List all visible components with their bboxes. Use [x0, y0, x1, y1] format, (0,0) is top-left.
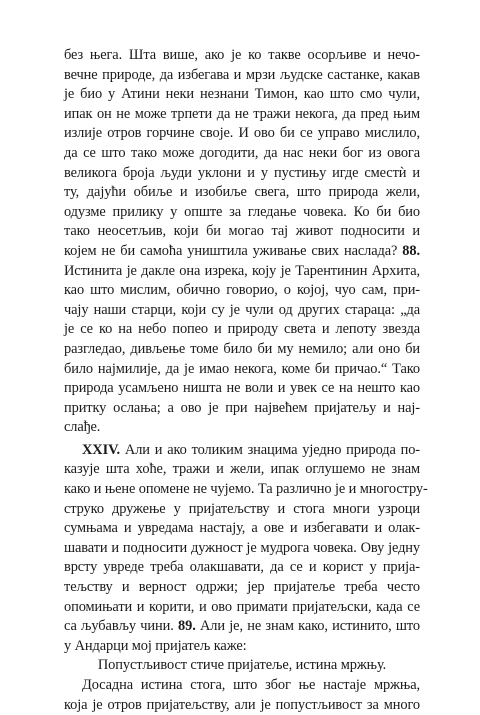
text-line: казује шта хоће, тражи и жели, ипак оглушемо не знам [64, 461, 420, 478]
document-page [64, 46, 428, 715]
text-line: врсту увреде треба олакшавати, да се и корист у прија- [64, 559, 420, 576]
text-segment: Али и ако толиким знацима уједно природа по- [124, 441, 421, 458]
paragraph-number-89: 89. [178, 618, 196, 635]
text-line: је био у Атини неки незнани Тимон, као што смо чули, [64, 86, 420, 103]
text-line: струко дружење у пријатељству и стога многи узроци [64, 500, 420, 517]
text-segment: Али је, не знам како, истинито, што [200, 618, 421, 635]
text-line: разгледао, дивљење томе било би му немило; али оно би [64, 340, 420, 357]
text-line: да се што тако може догодити, да нас неки бог из овога [64, 144, 420, 161]
text-line: опомињати и корити, и ово примати пријатељски, када се [64, 598, 420, 615]
text-line: Истинита је дакле она изрека, коју је Тарентинин Архита, [64, 262, 420, 279]
text-line: природа усамљено ништа не воли и увек се на нешто као [64, 380, 420, 397]
text-line-with-marker [64, 242, 420, 262]
text-line: без њега. Шта више, ако је ко такве осорљиве и нечо- [64, 47, 420, 63]
text-line: слађе. [64, 419, 101, 436]
text-line: притку ослања; а ово је при највећем пријатељу и нај- [64, 399, 420, 416]
text-line: чају наши старци, који су је чули од других стараца: „да [64, 301, 420, 318]
text-line: било најмилије, да је имао некога, коме би причао.“ Тако [64, 360, 420, 377]
text-line: тељству и верност одржи; јер пријатеље треба често [64, 579, 420, 596]
text-line: како и њене опомене не чујемо. Та различно је и многостру- [64, 481, 428, 498]
text-segment: са љубављу чини. [64, 618, 174, 635]
text-line: Досадна истина стога, што због ње настаје мржња, [82, 677, 420, 693]
text-line: тако неосетљив, који би могао тај живот подносити и [64, 223, 420, 240]
text-line: одузме прилику у опште за гледање човека. Ко би био [64, 203, 420, 220]
text-segment: којем не би самоћа уништила уживање свих наслада? [64, 242, 398, 259]
quotation-line: Попустљивост стиче пријатеље, истина мржњу. [97, 657, 387, 674]
section-heading-xxiv: XXIV. [82, 441, 121, 458]
text-line: ипак он не може трпети да не тражи некога, да пред њим [64, 105, 420, 122]
text-line: ту, дајући обиље и изобиље свега, што природа жели, [64, 184, 420, 201]
text-line: вечне природе, да избегава и мрзи људске састанке, какав [64, 66, 420, 83]
text-line: је се ко на небо попео и природу света и лепоту звезда [64, 321, 420, 338]
text-line: као што мислим, обично говорио, о којој, чуо сам, при- [64, 282, 420, 299]
text-line: која је отров пријатељству, али је попустљивост за много [64, 696, 420, 713]
text-line: излије отров горчине своје. И ово би се управо мислило, [64, 125, 420, 142]
text-line: сумњама и увредама настају, а ове и избегавати и олак- [64, 520, 420, 537]
paragraph-number-88: 88. [402, 242, 420, 259]
text-line: великога броја људи уклони и у пустињу игде сместѝ и [64, 164, 420, 181]
text-line-with-marker [64, 617, 420, 637]
section-start-line [64, 441, 420, 461]
text-line: шавати и подносити дужност је мудрога човека. Ову једну [64, 539, 420, 556]
text-line: у Андарци мој пријатељ каже: [64, 637, 247, 654]
